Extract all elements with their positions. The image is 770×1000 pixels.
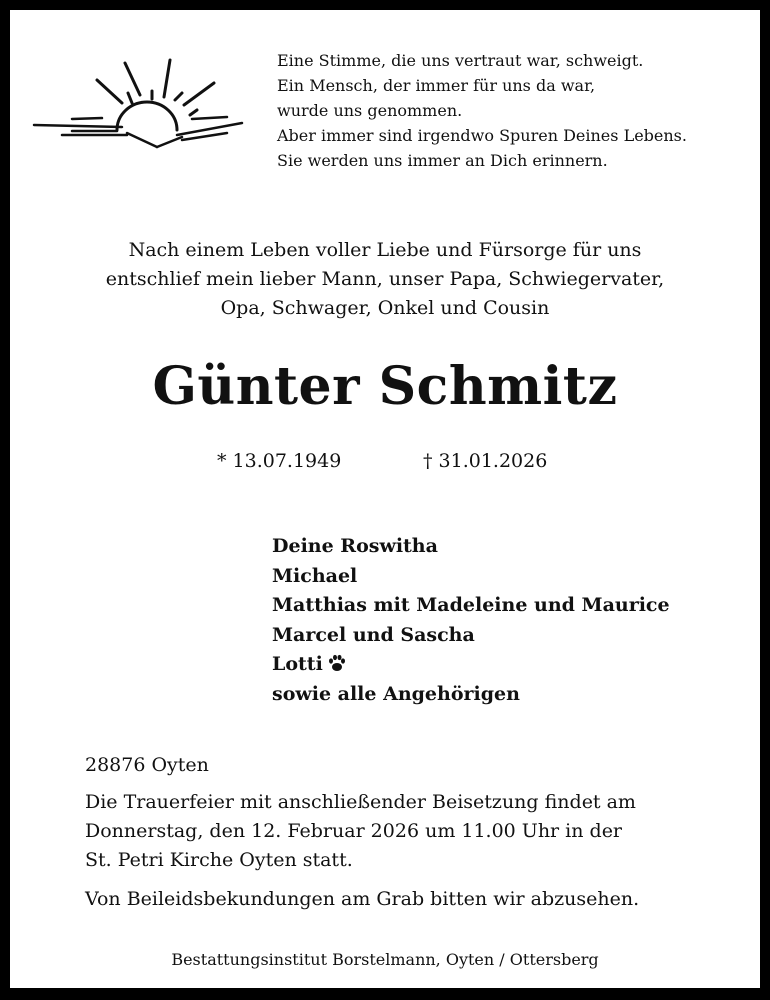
poem — [277, 48, 687, 173]
poem-line: Eine Stimme, die uns vertraut war, schweigt. — [277, 51, 644, 70]
poem-line: wurde uns genommen. — [277, 101, 463, 120]
ceremony-line: St. Petri Kirche Oyten statt. — [85, 849, 353, 871]
obituary-notice — [10, 10, 760, 988]
poem-line: Ein Mensch, der immer für uns da war, — [277, 76, 596, 95]
place: 28876 Oyten — [85, 754, 209, 776]
ceremony-line: Die Trauerfeier mit anschließender Beisetzung findet am — [85, 791, 636, 813]
intro-line: Opa, Schwager, Onkel und Cousin — [220, 297, 550, 319]
birth-date: * 13.07.1949 — [217, 450, 342, 472]
intro-line: Nach einem Leben voller Liebe und Fürsorge für uns — [128, 239, 642, 261]
sunrise-icon — [32, 55, 252, 155]
family-member: Deine Roswitha — [272, 535, 438, 557]
deceased-name: Günter Schmitz — [152, 356, 618, 417]
condolence-note: Von Beileidsbekundungen am Grab bitten wir abzusehen. — [85, 888, 640, 910]
ceremony-line: Donnerstag, den 12. Februar 2026 um 11.00 Uhr in der — [85, 820, 623, 842]
family-member: Matthias mit Madeleine und Maurice — [272, 594, 670, 616]
family-member-pet — [272, 650, 670, 680]
poem-line: Aber immer sind irgendwo Spuren Deines Lebens. — [277, 126, 687, 145]
family-member: Michael — [272, 564, 358, 587]
poem-line: Sie werden uns immer an Dich erinnern. — [277, 151, 608, 170]
intro-text — [10, 236, 760, 323]
family-list — [272, 532, 670, 709]
ceremony-info — [85, 788, 636, 875]
family-member: Marcel und Sascha — [272, 623, 475, 646]
paw-icon — [327, 653, 347, 673]
death-date: † 31.01.2026 — [423, 450, 548, 472]
family-member: Lotti — [272, 653, 323, 675]
family-member: sowie alle Angehörigen — [272, 682, 520, 705]
intro-line: entschlief mein lieber Mann, unser Papa, Schwiegervater, — [105, 268, 665, 290]
funeral-home: Bestattungsinstitut Borstelmann, Oyten / Ottersberg — [171, 950, 599, 969]
